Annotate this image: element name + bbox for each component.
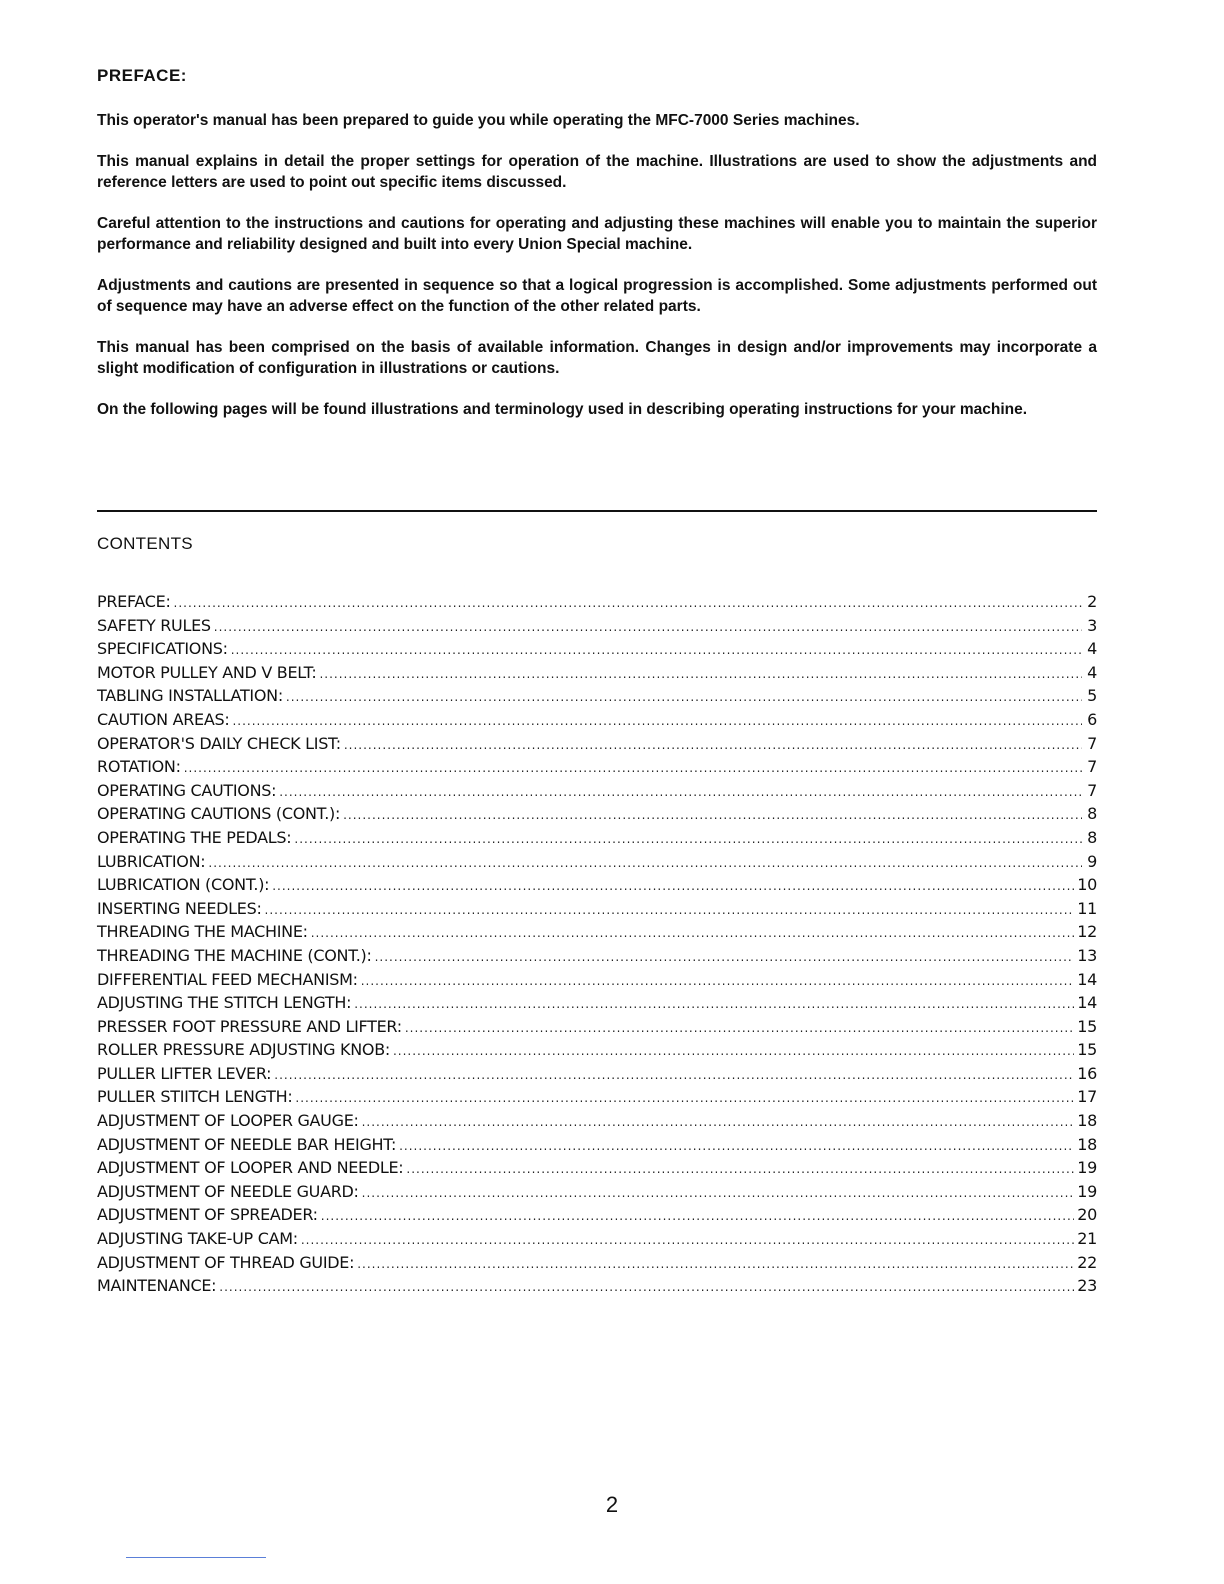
toc-entry-label: LUBRICATION (CONT.): — [97, 875, 270, 895]
toc-entry-label: ADJUSTING TAKE-UP CAM: — [97, 1229, 298, 1249]
toc-entry-page: 21 — [1077, 1229, 1097, 1249]
preface-paragraph: On the following pages will be found illustrations and terminology used in describing operating instructions for your machine. — [97, 401, 1028, 418]
toc-entry — [97, 1017, 1097, 1041]
toc-entry-label: ROTATION: — [97, 757, 181, 777]
toc-entry-page: 2 — [1087, 592, 1097, 611]
toc-entry-label: ADJUSTMENT OF NEEDLE BAR HEIGHT: — [97, 1134, 397, 1154]
toc-entry-page: 22 — [1077, 1252, 1097, 1272]
toc-entry-label: THREADING THE MACHINE: — [97, 922, 308, 942]
toc-entry-label: TABLING INSTALLATION: — [97, 686, 283, 706]
toc-entry-label: OPERATING CAUTIONS (CONT.): — [97, 804, 341, 824]
toc-entry-page: 7 — [1087, 733, 1097, 753]
toc-entry — [97, 875, 1097, 899]
toc-entry-page: 5 — [1087, 686, 1097, 706]
toc-entry — [97, 946, 1097, 970]
toc-entry — [97, 710, 1097, 734]
toc-entry-page: 20 — [1077, 1205, 1097, 1225]
toc-leader-dots — [361, 974, 1075, 988]
toc-entry — [97, 993, 1097, 1017]
toc-leader-dots — [286, 690, 1082, 704]
toc-entry-label: ROLLER PRESSURE ADJUSTING KNOB: — [97, 1040, 390, 1060]
preface-heading: PREFACE: — [97, 66, 187, 85]
toc-entry-label: ADJUSTMENT OF LOOPER GAUGE: — [97, 1111, 359, 1131]
toc-entry-page: 8 — [1087, 827, 1097, 847]
toc-leader-dots — [405, 1021, 1074, 1035]
toc-entry-page: 16 — [1077, 1063, 1097, 1083]
toc-leader-dots — [343, 808, 1082, 822]
toc-leader-dots — [311, 926, 1075, 940]
toc-entry-page: 18 — [1077, 1111, 1097, 1131]
toc-leader-dots — [279, 785, 1082, 799]
toc-entry — [97, 922, 1097, 946]
toc-entry — [97, 734, 1097, 758]
toc-entry-page: 4 — [1087, 662, 1097, 682]
toc-entry-page: 6 — [1087, 709, 1097, 729]
toc-entry — [97, 1111, 1097, 1135]
toc-leader-dots — [274, 1068, 1074, 1082]
toc-entry-page: 18 — [1077, 1134, 1097, 1154]
toc-entry — [97, 1205, 1097, 1229]
table-of-contents — [97, 592, 1097, 1300]
toc-entry-label: OPERATOR'S DAILY CHECK LIST: — [97, 733, 341, 753]
toc-entry — [97, 663, 1097, 687]
toc-entry-label: CAUTION AREAS: — [97, 709, 230, 729]
toc-entry-page: 8 — [1087, 804, 1097, 824]
toc-entry-page: 14 — [1077, 969, 1097, 989]
toc-leader-dots — [321, 1209, 1074, 1223]
preface-paragraph: This manual explains in detail the proper settings for operation of the machine. Illustrations are used to show the adjustments and reference letters are used to point out specific items discussed. — [97, 153, 1097, 191]
toc-leader-dots — [344, 738, 1082, 752]
toc-entry — [97, 686, 1097, 710]
toc-entry — [97, 804, 1097, 828]
toc-leader-dots — [393, 1044, 1074, 1058]
toc-entry — [97, 781, 1097, 805]
toc-entry-page: 19 — [1077, 1181, 1097, 1201]
toc-entry-page: 19 — [1077, 1158, 1097, 1178]
toc-entry-page: 15 — [1077, 1040, 1097, 1060]
toc-entry-label: SPECIFICATIONS: — [97, 639, 228, 659]
toc-leader-dots — [375, 950, 1075, 964]
toc-entry — [97, 639, 1097, 663]
toc-leader-dots — [231, 643, 1082, 657]
toc-entry-label: LUBRICATION: — [97, 851, 206, 871]
toc-entry — [97, 828, 1097, 852]
page-number: 2 — [605, 1492, 619, 1517]
preface-paragraph: Adjustments and cautions are presented in sequence so that a logical progression is accomplished. Some adjustments performed out of sequence may have an adverse effect on the function of the other related parts. — [97, 277, 1097, 315]
toc-entry-label: PULLER STIITCH LENGTH: — [97, 1087, 293, 1107]
preface-paragraph: This operator's manual has been prepared to guide you while operating the MFC-7000 Series machines. — [97, 112, 860, 129]
toc-entry-label: OPERATING THE PEDALS: — [97, 827, 292, 847]
toc-entry-label: ADJUSTMENT OF THREAD GUIDE: — [97, 1252, 355, 1272]
toc-leader-dots — [354, 997, 1074, 1011]
toc-entry-label: PREFACE: — [97, 592, 171, 611]
toc-leader-dots — [272, 879, 1074, 893]
toc-leader-dots — [295, 1091, 1074, 1105]
toc-leader-dots — [362, 1186, 1075, 1200]
footer-line — [126, 1557, 266, 1558]
toc-leader-dots — [208, 856, 1082, 870]
toc-entry-page: 13 — [1077, 945, 1097, 965]
toc-entry-page: 12 — [1077, 922, 1097, 942]
toc-leader-dots — [362, 1115, 1075, 1129]
toc-leader-dots — [174, 596, 1082, 610]
toc-entry — [97, 899, 1097, 923]
toc-entry — [97, 1064, 1097, 1088]
toc-entry-label: PRESSER FOOT PRESSURE AND LIFTER: — [97, 1016, 402, 1036]
toc-entry-label: THREADING THE MACHINE (CONT.): — [97, 945, 372, 965]
preface-paragraph: This manual has been comprised on the basis of available information. Changes in design and/or improvements may incorporate a slight modification of configuration in illustrations or cautions. — [97, 339, 1097, 377]
toc-entry-page: 7 — [1087, 780, 1097, 800]
toc-entry-page: 17 — [1077, 1087, 1097, 1107]
toc-entry-page: 15 — [1077, 1016, 1097, 1036]
toc-entry-label: PULLER LIFTER LEVER: — [97, 1063, 272, 1083]
toc-entry-page: 9 — [1087, 851, 1097, 871]
toc-entry — [97, 1158, 1097, 1182]
toc-leader-dots — [294, 832, 1082, 846]
toc-leader-dots — [357, 1257, 1074, 1271]
toc-leader-dots — [319, 667, 1082, 681]
toc-leader-dots — [219, 1280, 1074, 1294]
toc-leader-dots — [184, 761, 1082, 775]
toc-entry-label: ADJUSTMENT OF LOOPER AND NEEDLE: — [97, 1158, 404, 1178]
toc-entry-page: 7 — [1087, 757, 1097, 777]
toc-entry — [97, 1276, 1097, 1300]
preface-section — [97, 60, 1097, 440]
toc-entry — [97, 592, 1097, 616]
toc-entry — [97, 970, 1097, 994]
preface-paragraph: Careful attention to the instructions and cautions for operating and adjusting these machines will enable you to maintain the superior performance and reliability designed and built into every Union Special machine. — [97, 215, 1097, 253]
toc-entry-page: 10 — [1077, 875, 1097, 895]
toc-entry-page: 14 — [1077, 993, 1097, 1013]
section-divider — [97, 510, 1097, 512]
toc-entry — [97, 757, 1097, 781]
toc-entry-label: SAFETY RULES — [97, 615, 211, 635]
toc-entry-label: ADJUSTMENT OF NEEDLE GUARD: — [97, 1181, 359, 1201]
contents-heading: CONTENTS — [97, 534, 193, 553]
toc-entry-label: ADJUSTING THE STITCH LENGTH: — [97, 993, 352, 1013]
toc-entry — [97, 1229, 1097, 1253]
toc-entry — [97, 852, 1097, 876]
toc-entry — [97, 1135, 1097, 1159]
toc-leader-dots — [301, 1233, 1074, 1247]
toc-entry-page: 23 — [1077, 1276, 1097, 1296]
toc-entry-page: 3 — [1087, 615, 1097, 635]
toc-entry — [97, 616, 1097, 640]
toc-leader-dots — [265, 903, 1075, 917]
toc-leader-dots — [399, 1139, 1074, 1153]
toc-leader-dots — [406, 1162, 1074, 1176]
toc-leader-dots — [214, 620, 1082, 634]
toc-entry-label: DIFFERENTIAL FEED MECHANISM: — [97, 969, 358, 989]
toc-entry-page: 11 — [1077, 898, 1097, 918]
toc-entry — [97, 1087, 1097, 1111]
toc-entry-label: INSERTING NEEDLES: — [97, 898, 262, 918]
toc-entry — [97, 1040, 1097, 1064]
toc-entry-label: ADJUSTMENT OF SPREADER: — [97, 1205, 318, 1225]
toc-leader-dots — [232, 714, 1082, 728]
toc-entry-label: MOTOR PULLEY AND V BELT: — [97, 662, 317, 682]
toc-entry — [97, 1253, 1097, 1277]
toc-entry — [97, 1182, 1097, 1206]
toc-entry-label: MAINTENANCE: — [97, 1276, 217, 1296]
toc-entry-page: 4 — [1087, 639, 1097, 659]
toc-entry-label: OPERATING CAUTIONS: — [97, 780, 277, 800]
